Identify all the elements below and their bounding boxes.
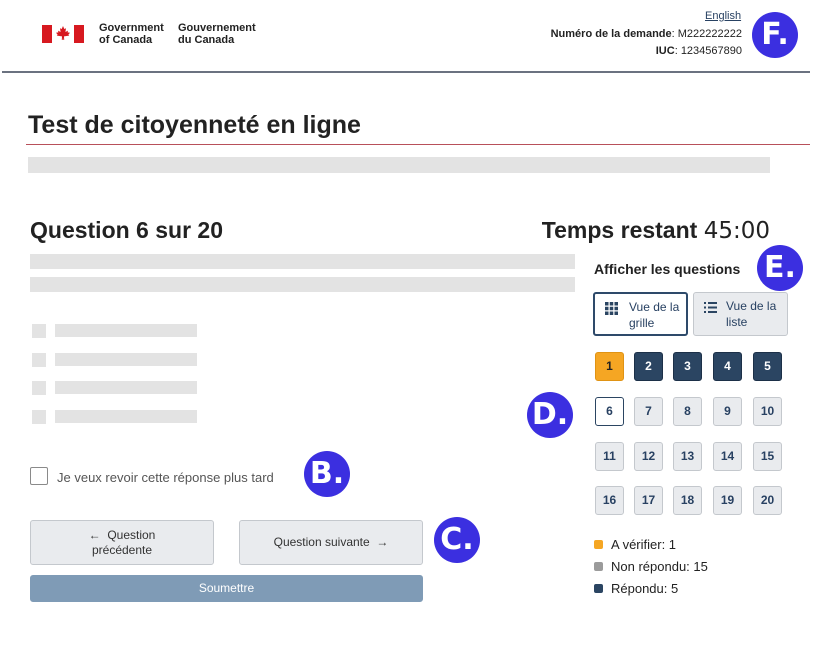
question-number-button[interactable]: 8 [673,397,702,426]
show-questions-heading: Afficher les questions [594,261,741,277]
submit-button[interactable]: Soumettre [30,575,423,602]
answer-option-placeholder [55,381,197,394]
language-toggle-link[interactable]: English [705,10,742,22]
legend-answered: Répondu: 5 [594,581,678,596]
question-number-button[interactable]: 14 [713,442,742,471]
question-number-button[interactable]: 7 [634,397,663,426]
review-later-label: Je veux revoir cette réponse plus tard [57,470,274,485]
question-number-button[interactable]: 11 [595,442,624,471]
title-divider [26,144,810,145]
callout-d: D. [527,392,573,438]
answer-option-radio[interactable] [32,410,46,424]
callout-b: B. [304,451,350,497]
progress-placeholder [28,157,770,173]
canada-flag-icon [42,25,84,43]
question-number-button[interactable]: 9 [713,397,742,426]
callout-e: E. [757,245,803,291]
legend-review: A vérifier: 1 [594,537,676,552]
answer-option-placeholder [55,324,197,337]
question-number-button[interactable]: 5 [753,352,782,381]
question-heading: Question 6 sur 20 [30,217,224,243]
review-later-checkbox[interactable] [30,467,48,485]
question-number-button[interactable]: 10 [753,397,782,426]
question-number-button[interactable]: 16 [595,486,624,515]
question-number-button[interactable]: 2 [634,352,663,381]
question-number-button[interactable]: 12 [634,442,663,471]
question-number-button[interactable]: 1 [595,352,624,381]
next-question-button[interactable]: Question suivante → [239,520,423,565]
grid-view-button[interactable]: Vue de la grille [593,292,688,336]
iuc-number: IUC: 1234567890 [655,45,742,57]
answer-option-radio[interactable] [32,324,46,338]
arrow-right-icon: → [376,535,389,549]
question-text-placeholder [30,277,575,292]
arrow-left-icon: ← [88,528,101,542]
question-number-button[interactable]: 15 [753,442,782,471]
previous-question-button[interactable]: ← Question précédente [30,520,214,565]
page-title: Test de citoyenneté en ligne [28,111,361,139]
question-number-button[interactable]: 19 [713,486,742,515]
answer-option-placeholder [55,353,197,366]
question-number-button[interactable]: 3 [673,352,702,381]
question-number-button[interactable]: 4 [713,352,742,381]
answer-option-radio[interactable] [32,353,46,367]
list-icon [704,301,717,314]
question-number-button[interactable]: 17 [634,486,663,515]
callout-f: F. [752,12,798,58]
question-number-button[interactable]: 13 [673,442,702,471]
government-of-canada-wordmark-en: Government of Canada [99,22,164,46]
callout-c: C. [434,517,480,563]
request-number: Numéro de la demande: M222222222 [550,28,742,40]
question-number-button[interactable]: 20 [753,486,782,515]
list-view-button[interactable]: Vue de la liste [693,292,788,336]
time-remaining: Temps restant 45:00 [541,217,770,244]
answer-option-radio[interactable] [32,381,46,395]
legend-unanswered: Non répondu: 15 [594,559,708,574]
question-text-placeholder [30,254,575,269]
site-header [2,0,810,73]
grid-icon [605,302,618,315]
government-of-canada-wordmark-fr: Gouvernement du Canada [178,22,256,46]
question-number-button[interactable]: 18 [673,486,702,515]
answer-option-placeholder [55,410,197,423]
question-number-button[interactable]: 6 [595,397,624,426]
timer-value: 45:00 [703,218,770,244]
